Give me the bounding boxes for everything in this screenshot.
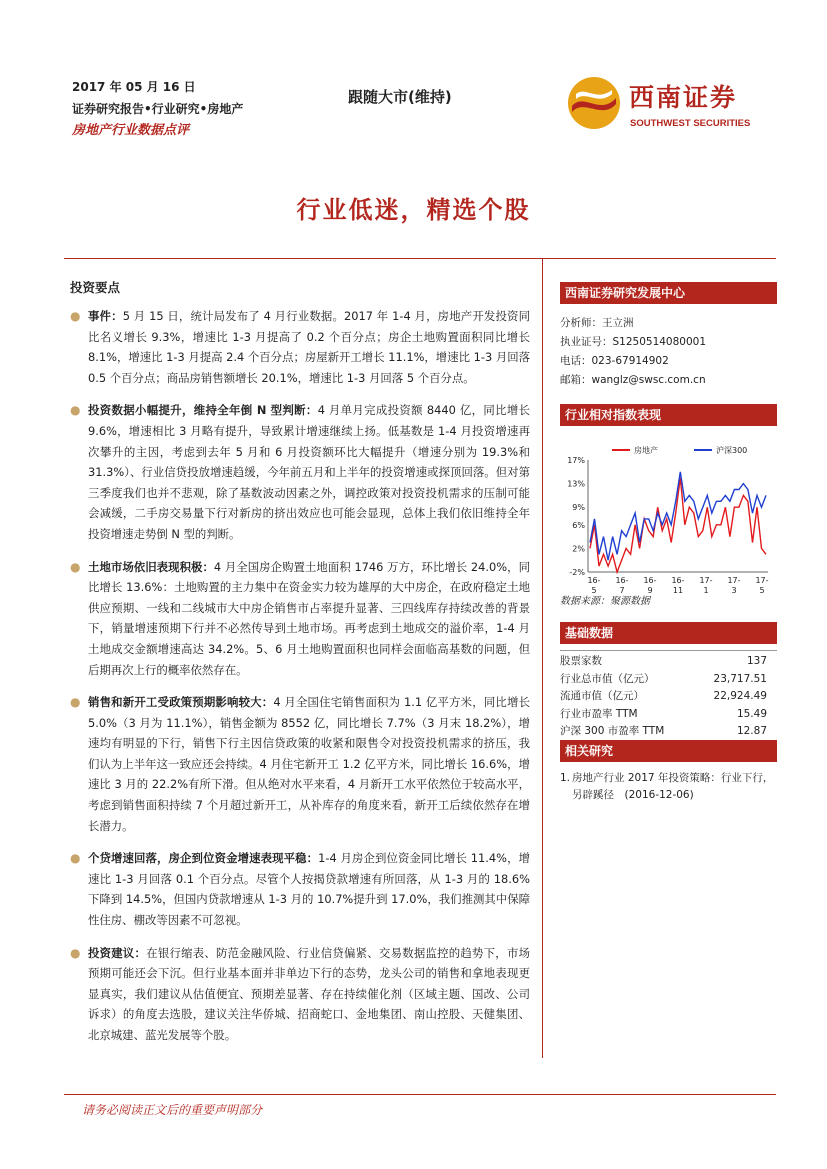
x-tick-label: 3 (731, 586, 737, 595)
bullet-item (70, 306, 530, 388)
y-tick-label: 2% (572, 544, 585, 554)
x-tick-label: 17- (699, 576, 713, 585)
x-tick-label: 16- (615, 576, 629, 585)
x-tick-label: 16- (671, 576, 685, 585)
analyst-row (560, 333, 777, 352)
related-number: 1. (560, 772, 571, 784)
analyst-row (560, 352, 777, 371)
bullet-text: 在银行缩表、防范金融风险、行业信贷偏紧、交易数据监控的趋势下，市场预期可能还会下沉。但行业基本面并非单边下行的态势，龙头公司的销售和拿地表现更显真实，我们建议从估值便宜、预期差显著、存在持续催化剂（区域主题、国改、公司诉求）的角度去选股，建议关注华侨城、招商蛇口、金地集团、南山控股、天健集团、北京城建、蓝光发展等个股。 (88, 945, 530, 1042)
logo-emblem-icon (566, 72, 622, 134)
bullet-dot-icon: ● (70, 851, 81, 866)
bullet-heading: 事件： (88, 309, 123, 323)
analyst-key: 分析师： (560, 317, 602, 329)
divider-bottom (64, 1094, 776, 1095)
analyst-value: 王立洲 (602, 317, 634, 329)
bullet-dot-icon: ● (70, 945, 81, 960)
logo-text-cn: 西南证券 (629, 83, 738, 112)
analyst-row (560, 371, 777, 390)
basic-value: 12.87 (736, 725, 767, 737)
basic-key: 沪深 300 市盈率 TTM (560, 725, 665, 737)
bullet-heading: 土地市场依旧表现积极： (88, 559, 214, 574)
y-tick-label: 9% (572, 503, 585, 513)
report-date: 2017 年 05 月 16 日 (72, 80, 196, 94)
report-subtitle: 房地产行业数据点评 (72, 123, 190, 138)
sidebar-basic-data (560, 622, 777, 741)
analyst-key: 电话： (560, 355, 592, 367)
divider-vertical (542, 258, 543, 1058)
x-tick-label: 17- (727, 576, 741, 585)
bullet-text: 1-4 月房企到位资金同比增长 11.4%，增速比 1-3 月回落 0.1 个百分点。尽管个人按揭贷款增速有所回落，从 1-3 月的 18.6%下降到 14.5%，但国内贷款增速从 1-3 月的 10.7%提升到 17.0%，我们推测其中保障性住房、棚改等因素不可忽视。 (88, 851, 530, 928)
logo-text-en: SOUTHWEST SECURITIES (630, 118, 751, 129)
sidebar-chart (560, 404, 777, 607)
research-center-heading: 西南证券研究发展中心 (560, 282, 777, 304)
analyst-info (560, 314, 777, 390)
y-tick-label: 13% (567, 479, 585, 489)
basic-data-row (560, 671, 777, 689)
analyst-value: wanglz@swsc.com.cn (591, 374, 706, 386)
analyst-key: 邮箱： (560, 374, 592, 386)
report-type: 证券研究报告•行业研究•房地产 (72, 102, 244, 116)
basic-value: 23,717.51 (713, 672, 767, 685)
bullet-item (70, 943, 530, 1046)
bullet-item (70, 692, 530, 836)
bullet-text: 4 月全国房企购置土地面积 1746 万方，环比增长 24.0%，同比增长 13.6%：土地购置的主力集中在资金实力较为雄厚的大中房企，在政府稳定土地供应预期、一线和二线城市大中房企销售市占率提升显著、三四线库存持续改善的背景下，销量增速预期下行并不必然传导到土地市场。再考虑到土地成交的溢价率，1-4 月土地成交金额增速高达 34.2%。5、6 月土地购置面积也同样会面临高基数的问题，但后期再次上行的概率依然存在。 (88, 559, 530, 677)
basic-data-row (560, 706, 777, 724)
company-logo (566, 72, 766, 134)
x-tick-label: 16- (587, 576, 601, 585)
bullet-item (70, 557, 530, 681)
bullet-dot-icon: ● (70, 695, 81, 710)
x-tick-label: 16- (643, 576, 657, 585)
data-source: 数据来源：聚源数据 (560, 596, 650, 607)
bullet-item (70, 848, 530, 930)
legend-label: 沪深300 (716, 446, 748, 455)
sidebar-related (560, 740, 777, 804)
bullet-dot-icon: ● (70, 309, 81, 323)
bullet-heading: 个贷增速回落，房企到位资金增速表现平稳： (88, 851, 319, 866)
sidebar-analyst (560, 282, 777, 390)
y-tick-label: 6% (572, 520, 585, 530)
analyst-row (560, 314, 777, 333)
related-text: 房地产行业 2017 年投资策略：行业下行，另辟蹊径 (2016-12-06) (572, 772, 774, 801)
basic-key: 股票家数 (560, 655, 602, 667)
basic-key: 行业市盈率 TTM (560, 707, 638, 720)
chart-heading: 行业相对指数表现 (560, 404, 777, 426)
bullet-heading: 投资数据小幅提升，维持全年倒 N 型判断： (88, 403, 318, 418)
main-content (70, 278, 530, 1058)
bullet-list (70, 306, 530, 1046)
x-tick-label: 1 (703, 586, 709, 595)
section-title: 投资要点 (70, 280, 121, 295)
bullet-dot-icon: ● (70, 559, 81, 574)
x-tick-label: 5 (759, 586, 765, 595)
bullet-heading: 销售和新开工受政策预期影响较大： (88, 695, 274, 710)
bullet-item (70, 400, 530, 544)
basic-data-row (560, 723, 777, 741)
analyst-key: 执业证号： (560, 336, 613, 348)
x-tick-label: 7 (619, 586, 625, 595)
x-tick-label: 17- (755, 576, 769, 585)
report-header (72, 76, 243, 142)
bullet-text: 4 月全国住宅销售面积为 1.1 亿平方米，同比增长 5.0%（3 月为 11.1%），销售金额为 8552 亿，同比增长 7.7%（3 月末 18.2%），增速均有明显的下行，销售下行主因信贷政策的收紧和限售令对投资投机需求的挤压，我们认为上半年这一致应还会持续。4 月住宅新开工 1.2 亿平方米，同比增长 16.6%，增速比 3 月的 22.2%有所下滑。但从绝对水平来看，4 月新开工水平依然位于较高水平，考虑到销售面积持续 7 个月超过新开工，从补库存的角度来看，新开工后续依然存在增长潜力。 (88, 695, 530, 833)
relative-index-chart (560, 426, 777, 595)
rating: 跟随大市(维持) (348, 88, 452, 106)
bullet-text: 5 月 15 日，统计局发布了 4 月行业数据。2017 年 1-4 月，房地产开发投资同比名义增长 9.3%，增速比 1-3 月提高了 0.2 个百分点；房企土地购置面积同比增长 8.1%，增速比 1-3 月提高 2.4 个百分点；房屋新开工增长 11.1%，增速比 1-3 月回落 0.5 个百分点；商品房销售额增长 20.1%，增速比 1-3 月回落 5 个百分点。 (88, 309, 530, 385)
basic-data-row (560, 650, 777, 671)
series-line-hs300 (590, 472, 766, 560)
bullet-heading: 投资建议： (88, 945, 147, 960)
related-item[interactable] (560, 770, 777, 804)
basic-value: 22,924.49 (713, 690, 767, 702)
basic-data-heading: 基础数据 (560, 622, 777, 644)
legend-label: 房地产 (634, 446, 658, 455)
basic-key: 流通市值（亿元） (560, 690, 644, 702)
x-tick-label: 9 (647, 586, 653, 595)
x-tick-label: 11 (672, 586, 684, 595)
basic-data-row (560, 688, 777, 706)
divider-top (64, 258, 776, 259)
x-tick-label: 5 (591, 586, 597, 595)
analyst-value: S1250514080001 (612, 336, 707, 348)
page-title: 行业低迷，精选个股 (296, 196, 531, 224)
y-tick-label: 17% (567, 456, 585, 465)
bullet-text: 4 月单月完成投资额 8440 亿，同比增长 9.6%，增速相比 3 月略有提升，导致累计增速继续上扬。低基数是 1-4 月投资增速再次攀升的主因，考虑到去年 5 月和 6 月投资额环比大幅提升（增速分别为 19.3%和 31.3%）、行业信贷投放增速趋缓，今年前五月和上半年的投资增速或探顶回落。但对第三季度我们也并不悲观，除了基数波动因素之外，调控政策对投资投机需求的压制可能会减缓，二手房交易量下行对新房的挤出效应也可能会显现，总体上我们依旧维持全年投资增速走势倒 N 型的判断。 (88, 403, 530, 541)
bullet-dot-icon: ● (70, 403, 81, 418)
footer-disclaimer: 请务必阅读正文后的重要声明部分 (82, 1103, 263, 1117)
y-tick-label: -2% (569, 568, 585, 577)
analyst-value: 023-67914902 (591, 355, 669, 367)
related-heading: 相关研究 (560, 740, 777, 762)
basic-value: 137 (746, 655, 767, 667)
series-line-real-estate (590, 478, 766, 572)
basic-key: 行业总市值（亿元） (560, 672, 655, 685)
basic-value: 15.49 (736, 707, 767, 720)
